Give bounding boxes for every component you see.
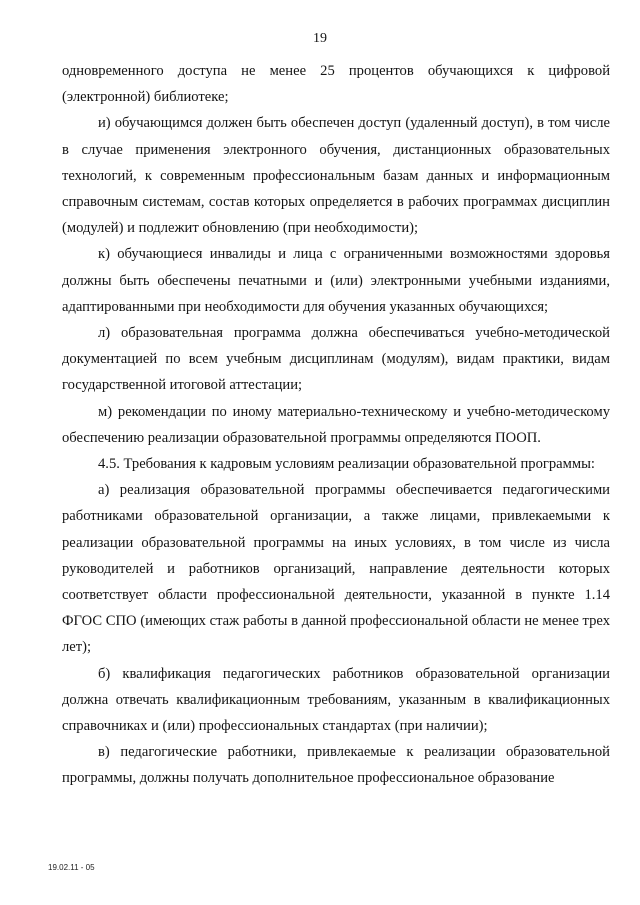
- page-number: 19: [313, 31, 327, 46]
- paragraph-item-v: в) педагогические работники, привлекаемые к реализации образовательной программы, должны получать дополнительное профессиональное образование: [62, 744, 610, 787]
- document-body: [62, 58, 610, 792]
- paragraph-digital-library-access: одновременного доступа не менее 25 процентов обучающихся к цифровой (электронной) библиотеке;: [62, 63, 610, 106]
- paragraph-item-i: и) обучающимся должен быть обеспечен доступ (удаленный доступ), в том числе в случае применения электронного обучения, дистанционных образовательных технологий, к современным профессиональным базам данных и информационным справочным системам, состав которых определяется в рабочих программах дисциплин (модулей) и подлежит обновлению (при необходимости);: [62, 115, 610, 237]
- paragraph-item-l: л) образовательная программа должна обеспечиваться учебно-методической документацией по всем учебным дисциплинам (модулям), видам практики, видам государственной итоговой аттестации;: [62, 325, 610, 394]
- section-heading-4-5: 4.5. Требования к кадровым условиям реализации образовательной программы:: [98, 456, 595, 473]
- paragraph-item-a: а) реализация образовательной программы обеспечивается педагогическими работниками образовательной организации, а также лицами, привлекаемыми к реализации образовательной программы на иных условиях, в том числе из числа руководителей и работников организаций, направление деятельности которых соответствует области профессиональной деятельности, указанной в пункте 1.14 ФГОС СПО (имеющих стаж работы в данной профессиональной области не менее трех лет);: [62, 482, 610, 656]
- paragraph-item-b: б) квалификация педагогических работников образовательной организации должна отвечать квалификационным требованиям, указанным в квалификационных справочниках и (или) профессиональных стандартах (при наличии);: [62, 665, 610, 735]
- paragraph-item-m: м) рекомендации по иному материально-техническому и учебно-методическому обеспечению реализации образовательной программы определяются ПООП.: [62, 403, 610, 446]
- paragraph-item-k: к) обучающиеся инвалиды и лица с ограниченными возможностями здоровья должны быть обеспечены печатными и (или) электронными учебными изданиями, адаптированными при необходимости для обучения указанных обучающихся;: [62, 246, 610, 315]
- footer-document-code: 19.02.11 - 05: [48, 863, 95, 872]
